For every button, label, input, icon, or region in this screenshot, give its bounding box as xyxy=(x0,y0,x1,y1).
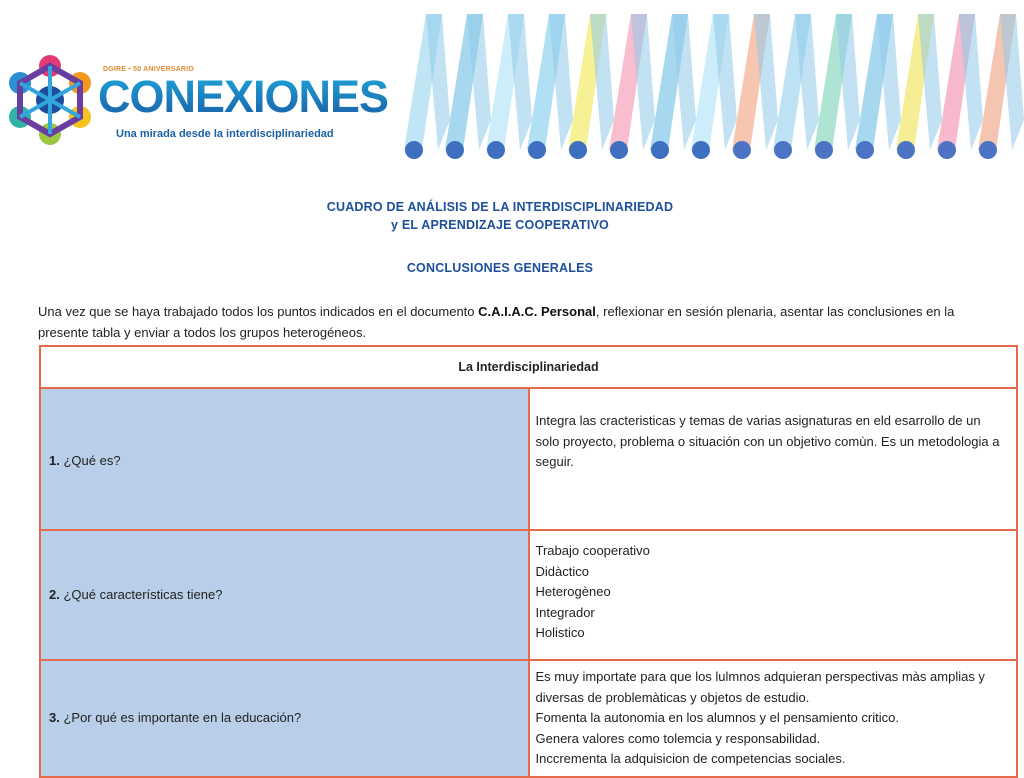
question-text: ¿Qué es? xyxy=(63,452,121,468)
logo-wordmark: CONEXIONES xyxy=(98,71,389,122)
question-cell xyxy=(40,660,529,777)
analysis-table xyxy=(39,345,1018,778)
intro-document-name: C.A.I.A.C. Personal xyxy=(478,304,596,319)
decorative-stripes-banner xyxy=(396,0,1024,172)
decor-dot xyxy=(487,141,505,159)
question-cell xyxy=(40,388,529,530)
decor-dot xyxy=(446,141,464,159)
decor-dot xyxy=(405,141,423,159)
decor-dot xyxy=(979,141,997,159)
logo-tagline: Una mirada desde la interdisciplinariedad xyxy=(116,128,334,140)
answer-line: Integrador xyxy=(535,604,595,620)
decor-dot xyxy=(856,141,874,159)
logo-anniversary-text: DGIRE • 50 ANIVERSARIO xyxy=(103,66,194,73)
answer-cell xyxy=(529,388,1018,530)
decor-dot xyxy=(610,141,628,159)
intro-paragraph xyxy=(38,301,978,343)
answer-cell xyxy=(529,660,1018,777)
intro-text-after: , reflexionar en sesión plenaria, asentar las conclusiones en la presente tabla y enviar a todos los grupos heterogéneos. xyxy=(38,304,955,340)
document-title-line-1: CUADRO DE ANÁLISIS DE LA INTERDISCIPLINARIEDAD xyxy=(326,200,674,214)
question-number: 2. xyxy=(49,586,60,602)
answer-line: Fomenta la autonomia en los alumnos y el pensamiento critico. xyxy=(535,710,899,725)
decor-dot xyxy=(774,141,792,159)
decor-dot xyxy=(897,141,915,159)
document-subtitle: CONCLUSIONES GENERALES xyxy=(406,261,594,275)
question-number: 3. xyxy=(49,710,60,726)
answer-line: Trabajo cooperativo xyxy=(535,543,650,558)
answer-line: Genera valores como tolemcia y responsabilidad. xyxy=(535,730,821,746)
decor-dot xyxy=(692,141,710,159)
intro-text-before: Una vez que se haya trabajado todos los puntos indicados en el documento xyxy=(38,304,479,319)
document-title-line-2: y EL APRENDIZAJE COOPERATIVO xyxy=(391,218,609,232)
conexiones-logo-icon xyxy=(4,38,96,166)
table-row xyxy=(40,530,1017,660)
decor-dot xyxy=(938,141,956,159)
table-row xyxy=(40,388,1017,530)
answer-line: Integra las cracteristicas y temas de varias asignaturas en eld esarrollo de un solo proyecto, problema o situación con un objetivo comùn. Es un metodologia a seguir. xyxy=(535,413,1000,469)
decor-dot xyxy=(733,141,751,159)
answer-line: Holistico xyxy=(535,625,585,640)
decor-dot xyxy=(528,141,546,159)
question-text: ¿Qué características tiene? xyxy=(63,586,223,602)
table-header: La Interdisciplinariedad xyxy=(40,346,1017,388)
answer-line: Es muy importate para que los lulmnos adquieran perspectivas màs amplias y diversas de problemàticas y objetos de estudio. xyxy=(535,669,985,705)
question-text: ¿Por qué es importante en la educación? xyxy=(63,710,302,726)
question-number: 1. xyxy=(49,452,60,468)
decor-dot xyxy=(651,141,669,159)
answer-line: Heterogèneo xyxy=(535,584,611,599)
answer-line: Didàctico xyxy=(535,563,589,579)
table-header-row xyxy=(40,346,1017,388)
decor-dot xyxy=(815,141,833,159)
question-cell xyxy=(40,530,529,660)
decor-dot xyxy=(569,141,587,159)
table-row xyxy=(40,660,1017,777)
answer-line: Inccrementa la adquisicion de competencias sociales. xyxy=(535,751,846,766)
answer-cell xyxy=(529,530,1018,660)
